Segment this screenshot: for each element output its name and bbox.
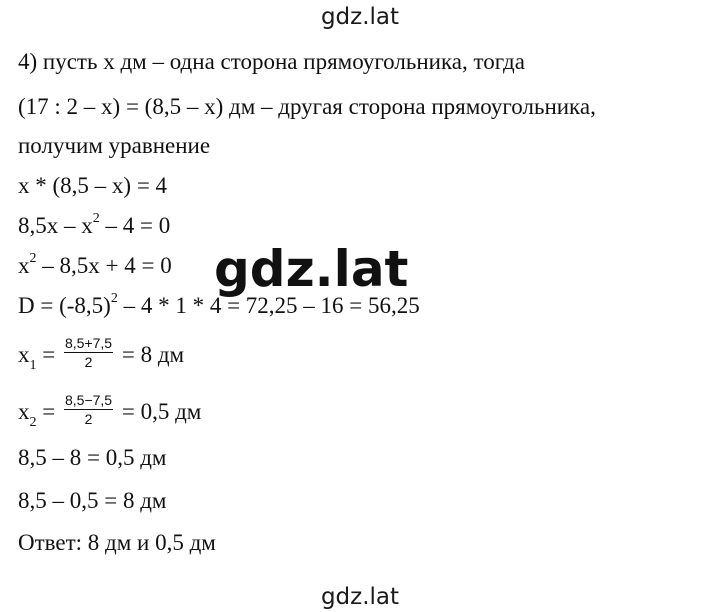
quadratic-part-a: x <box>18 253 30 278</box>
watermark-top: gdz.lat <box>320 4 400 30</box>
equation-expanded <box>18 211 171 238</box>
quadratic-part-b: – 8,5x + 4 = 0 <box>36 253 172 278</box>
root-result: = 0,5 дм <box>116 398 202 424</box>
fraction <box>64 393 113 426</box>
root-result: = 8 дм <box>116 341 185 367</box>
fraction-numerator: 8,5−7,5 <box>64 392 113 408</box>
solution-line-2: (17 : 2 – x) = (8,5 – x) дм – другая сторона прямоугольника, <box>18 94 596 119</box>
root-var: x <box>18 341 30 367</box>
quadratic-equation <box>18 251 172 278</box>
discriminant-part-a: D = (-8,5) <box>18 293 111 318</box>
exponent: 2 <box>110 291 118 307</box>
discriminant-part-b: – 4 * 1 * 4 = 72,25 – 16 = 56,25 <box>117 293 420 318</box>
equation-expanded-part-a: 8,5x – x <box>18 213 93 238</box>
watermark-bottom: gdz.lat <box>320 584 400 610</box>
root-equals: = <box>36 341 61 367</box>
exponent: 2 <box>92 211 100 227</box>
root-var: x <box>18 398 30 424</box>
watermark-center: gdz.lat <box>214 240 409 298</box>
check-line-1: 8,5 – 8 = 0,5 дм <box>18 445 167 470</box>
equation-line: x * (8,5 – x) = 4 <box>18 173 168 198</box>
solution-line-3: получим уравнение <box>18 133 211 158</box>
fraction-denominator: 2 <box>84 354 93 370</box>
fraction <box>64 336 113 369</box>
root-subscript: 1 <box>29 358 37 374</box>
equation-expanded-part-b: – 4 = 0 <box>99 213 171 238</box>
root-x2-line <box>18 392 202 431</box>
root-x1-line <box>18 335 185 374</box>
exponent: 2 <box>29 251 37 267</box>
fraction-denominator: 2 <box>84 411 93 427</box>
root-equals: = <box>36 398 61 424</box>
answer-line: Ответ: 8 дм и 0,5 дм <box>18 530 216 555</box>
fraction-numerator: 8,5+7,5 <box>64 335 113 351</box>
root-subscript: 2 <box>29 415 37 431</box>
check-line-2: 8,5 – 0,5 = 8 дм <box>18 488 167 513</box>
solution-line-1: 4) пусть x дм – одна сторона прямоугольника, тогда <box>18 49 525 74</box>
